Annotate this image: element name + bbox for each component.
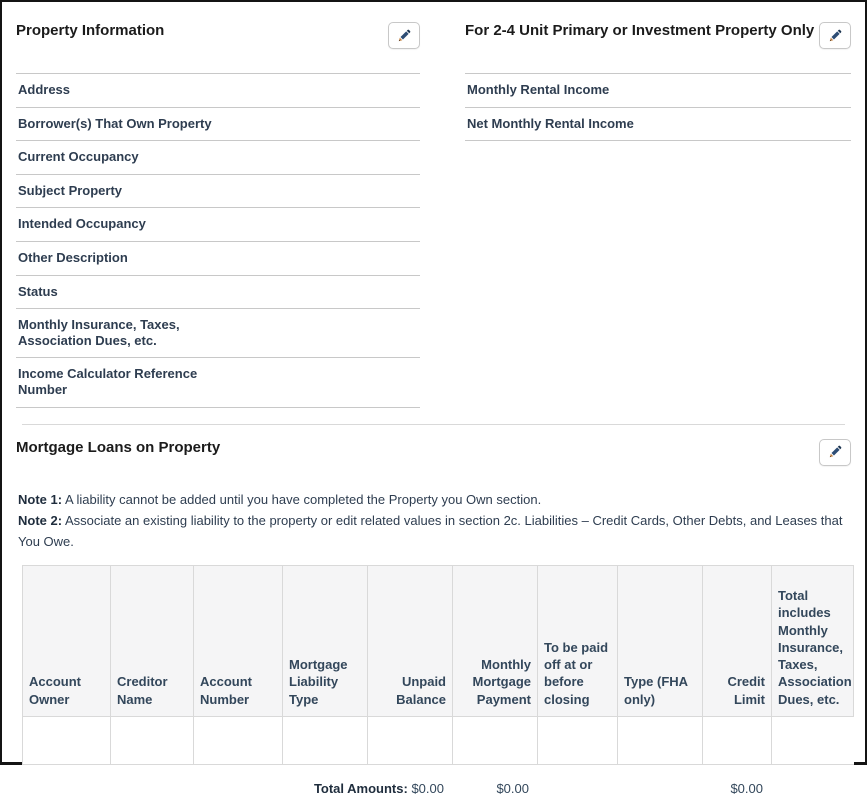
note-1: [18, 490, 851, 511]
edit-rental-property-button[interactable]: [819, 22, 851, 49]
table-cell-empty: [618, 716, 703, 764]
column-header-unpaid-balance: Unpaid Balance: [368, 566, 453, 716]
rental-property-fields: [465, 73, 851, 141]
table-cell-empty: [453, 716, 538, 764]
table-header-row: [23, 566, 853, 716]
pencil-icon: [397, 29, 411, 43]
pencil-icon: [828, 445, 842, 459]
field-row: [465, 108, 851, 142]
table-cell-empty: [368, 716, 453, 764]
table-cell-empty: [772, 716, 854, 764]
edit-mortgage-loans-button[interactable]: [819, 439, 851, 466]
table-empty-row: [23, 716, 853, 764]
mortgage-loans-title: Mortgage Loans on Property: [16, 438, 221, 456]
rental-property-title: For 2-4 Unit Primary or Investment Property Only: [465, 22, 815, 39]
field-label: Income Calculator Reference Number: [18, 366, 198, 397]
property-information-header: [16, 22, 420, 49]
field-label: Monthly Insurance, Taxes, Association Dues, etc.: [18, 317, 180, 348]
table-totals-row: [22, 765, 854, 796]
total-credit-limit: $0.00: [730, 780, 763, 796]
column-header-paid-off-before-closing: To be paid off at or before closing: [538, 566, 618, 716]
column-header-monthly-mortgage-payment: Monthly Mortgage Payment: [453, 566, 538, 716]
field-row: [16, 74, 420, 108]
field-row: [16, 175, 420, 209]
column-header-mortgage-liability-type: Mortgage Liability Type: [283, 566, 368, 716]
field-row: [16, 242, 420, 276]
note-2-label: Note 2:: [18, 513, 63, 529]
total-monthly-mortgage-payment: $0.00: [496, 780, 529, 796]
total-unpaid-balance: $0.00: [411, 780, 444, 796]
field-row: [16, 358, 420, 407]
field-label: Subject Property: [18, 182, 123, 198]
table-cell-empty: [283, 716, 368, 764]
field-label: Net Monthly Rental Income: [467, 115, 634, 131]
field-row: [16, 276, 420, 310]
field-row: [465, 74, 851, 108]
field-row: [16, 141, 420, 175]
column-header-total-includes: Total includes Monthly Insurance, Taxes, Association Dues, etc.: [778, 587, 852, 707]
column-header-type-fha-only: Type (FHA only): [618, 566, 703, 716]
field-label: Current Occupancy: [18, 149, 139, 165]
field-label: Monthly Rental Income: [467, 82, 610, 97]
mortgage-loans-section: [16, 439, 851, 796]
note-1-text: A liability cannot be added until you have completed the Property you Own section.: [62, 491, 542, 507]
page: [2, 2, 865, 796]
field-label: Other Description: [18, 249, 128, 265]
note-1-label: Note 1:: [18, 491, 63, 507]
table-cell-empty: [23, 716, 111, 764]
top-sections: [16, 22, 851, 408]
note-2: [18, 511, 851, 553]
table-cell-empty: [194, 716, 283, 764]
rental-property-header: [465, 22, 851, 49]
totals-label: Total Amounts:: [313, 780, 408, 796]
field-label: Borrower(s) That Own Property: [18, 115, 212, 131]
section-divider: [22, 424, 845, 425]
field-label: Intended Occupancy: [18, 216, 146, 232]
property-information-section: [16, 22, 420, 408]
column-header-account-owner: Account Owner: [23, 566, 111, 716]
notes: [16, 490, 851, 553]
rental-property-section: [465, 22, 851, 408]
field-row: [16, 108, 420, 142]
field-row: [16, 309, 420, 358]
column-header-creditor-name: Creditor Name: [111, 566, 194, 716]
mortgage-loans-header: [16, 439, 851, 466]
property-information-title: Property Information: [16, 22, 165, 39]
column-header-credit-limit: Credit Limit: [703, 566, 772, 716]
property-information-fields: [16, 73, 420, 408]
table-cell-empty: [538, 716, 618, 764]
note-2-text: Associate an existing liability to the property or edit related values in section 2c. Liabilities – Credit Cards, Other Debts, and Leases that You Owe.: [18, 513, 843, 550]
edit-property-information-button[interactable]: [388, 22, 420, 49]
pencil-icon: [828, 29, 842, 43]
field-label: Status: [18, 283, 58, 299]
field-label: Address: [18, 82, 71, 97]
mortgage-loans-table: [22, 565, 854, 765]
field-row: [16, 208, 420, 242]
totals-label-and-unpaid-balance: [22, 781, 452, 796]
table-cell-empty: [111, 716, 194, 764]
column-header-account-number: Account Number: [194, 566, 283, 716]
table-cell-empty: [703, 716, 772, 764]
